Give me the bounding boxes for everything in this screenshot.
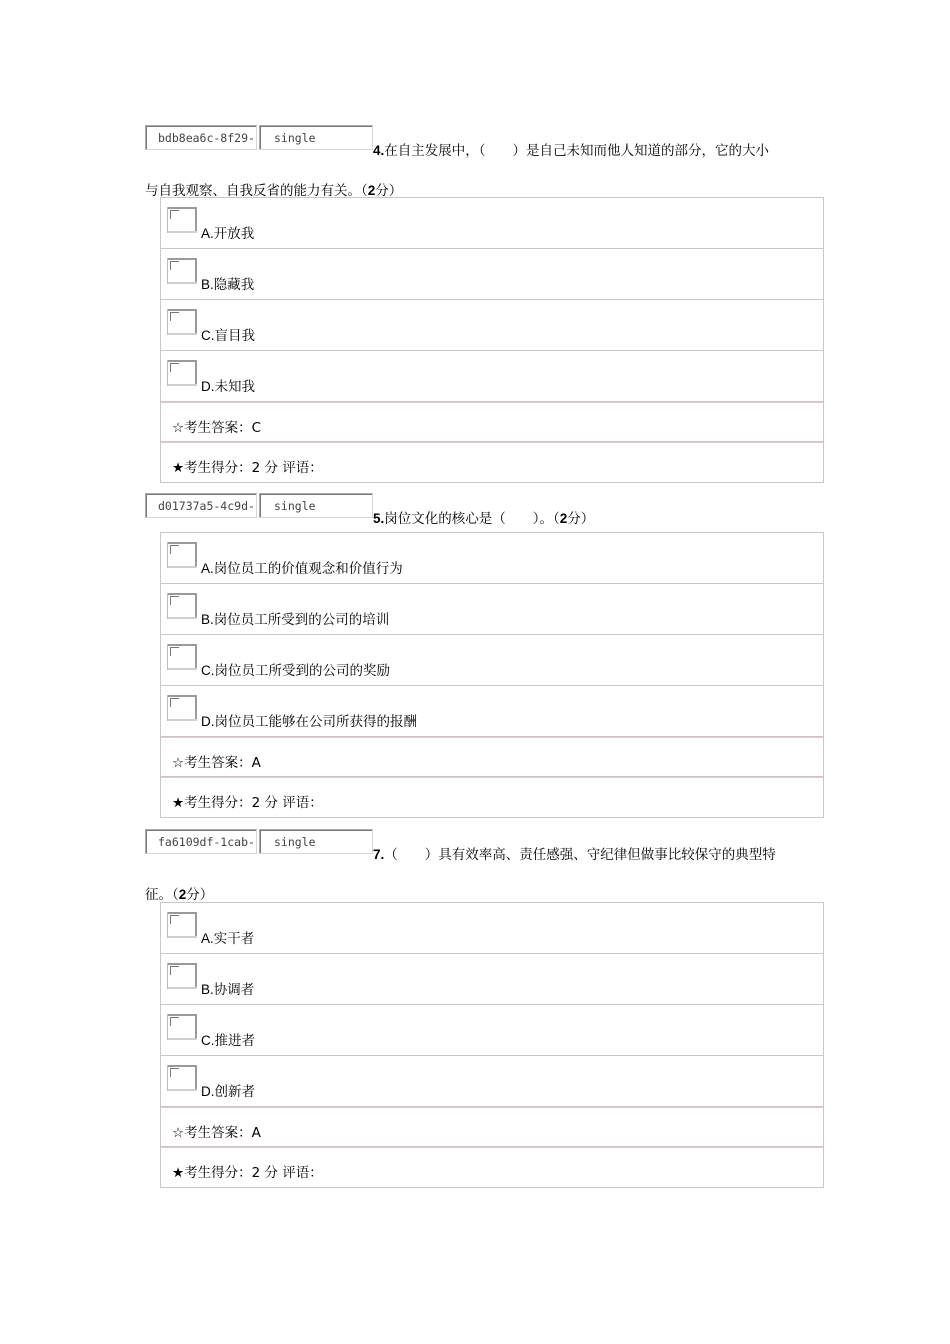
student-score-row bbox=[161, 777, 823, 817]
question-points-suffix: 分） bbox=[567, 511, 595, 527]
radio-input[interactable] bbox=[167, 309, 197, 335]
option-label bbox=[201, 222, 254, 242]
option-row[interactable] bbox=[161, 249, 823, 300]
option-label bbox=[201, 375, 255, 395]
option-key: B. bbox=[201, 612, 214, 627]
question-points: 2 bbox=[367, 183, 376, 198]
question-points: 2 bbox=[178, 887, 187, 902]
option-key: D. bbox=[201, 714, 215, 729]
option-key: C. bbox=[201, 1033, 215, 1048]
radio-input[interactable] bbox=[167, 360, 197, 386]
question-stem bbox=[373, 846, 776, 864]
question-type-field[interactable]: single bbox=[259, 125, 373, 150]
student-score-row bbox=[161, 1147, 823, 1187]
option-row[interactable] bbox=[161, 351, 823, 402]
option-row[interactable] bbox=[161, 300, 823, 351]
option-key: A. bbox=[201, 931, 214, 946]
option-label bbox=[201, 659, 390, 679]
option-key: A. bbox=[201, 226, 214, 241]
radio-input[interactable] bbox=[167, 593, 197, 619]
student-answer: ☆考生答案：C bbox=[172, 420, 262, 436]
option-row[interactable] bbox=[161, 198, 823, 249]
option-key: B. bbox=[201, 277, 214, 292]
radio-input[interactable] bbox=[167, 912, 197, 938]
option-text: 岗位员工能够在公司所获得的报酬 bbox=[214, 714, 417, 730]
options-table bbox=[160, 197, 824, 483]
option-key: C. bbox=[201, 663, 215, 678]
option-text: 未知我 bbox=[214, 379, 255, 395]
option-label bbox=[201, 608, 389, 628]
question-points-suffix: 分） bbox=[375, 183, 403, 199]
radio-input[interactable] bbox=[167, 695, 197, 721]
radio-input[interactable] bbox=[167, 1065, 197, 1091]
option-label bbox=[201, 1080, 255, 1100]
option-row[interactable] bbox=[161, 903, 823, 954]
option-key: B. bbox=[201, 982, 214, 997]
student-answer: ☆考生答案：A bbox=[172, 755, 261, 771]
option-label bbox=[201, 710, 417, 730]
option-key: A. bbox=[201, 561, 214, 576]
question-id-field[interactable]: bdb8ea6c-8f29- bbox=[145, 125, 257, 150]
question-type-field[interactable]: single bbox=[259, 829, 373, 854]
question-id-field[interactable]: d01737a5-4c9d- bbox=[145, 493, 257, 518]
option-row[interactable] bbox=[161, 533, 823, 584]
option-key: D. bbox=[201, 1084, 215, 1099]
question-id-field[interactable]: fa6109df-1cab- bbox=[145, 829, 257, 854]
question-text: 在自主发展中，（ ）是自己未知而他人知道的部分，它的大小 bbox=[384, 143, 770, 159]
option-text: 协调者 bbox=[213, 982, 255, 998]
student-answer: ☆考生答案：A bbox=[172, 1125, 261, 1141]
question-stem bbox=[373, 510, 594, 528]
option-row[interactable] bbox=[161, 1056, 823, 1107]
radio-input[interactable] bbox=[167, 207, 197, 233]
question-text-cont: 征。（ bbox=[145, 887, 179, 903]
question-stem bbox=[373, 142, 769, 160]
option-label bbox=[201, 927, 254, 947]
radio-input[interactable] bbox=[167, 542, 197, 568]
student-answer-row bbox=[161, 737, 823, 777]
option-text: 开放我 bbox=[213, 226, 255, 242]
question-number: 7. bbox=[373, 847, 385, 862]
option-label bbox=[201, 1029, 255, 1049]
radio-input[interactable] bbox=[167, 963, 197, 989]
option-label bbox=[201, 557, 403, 577]
student-score-row bbox=[161, 442, 823, 482]
student-answer-row bbox=[161, 402, 823, 442]
option-text: 实干者 bbox=[213, 931, 255, 947]
option-key: D. bbox=[201, 379, 215, 394]
option-row[interactable] bbox=[161, 1005, 823, 1056]
student-answer-row bbox=[161, 1107, 823, 1147]
option-key: C. bbox=[201, 328, 215, 343]
option-label bbox=[201, 324, 255, 344]
question-points: 2 bbox=[559, 511, 568, 526]
option-row[interactable] bbox=[161, 954, 823, 1005]
question-number: 5. bbox=[373, 511, 385, 526]
option-label bbox=[201, 978, 254, 998]
option-label bbox=[201, 273, 254, 293]
question-points-suffix: 分） bbox=[186, 887, 214, 903]
options-table bbox=[160, 532, 824, 818]
option-text: 岗位员工所受到的公司的奖励 bbox=[214, 663, 390, 679]
student-score: ★考生得分：2 分 评语： bbox=[172, 795, 323, 811]
option-row[interactable] bbox=[161, 686, 823, 737]
option-text: 岗位员工所受到的公司的培训 bbox=[213, 612, 390, 628]
option-row[interactable] bbox=[161, 584, 823, 635]
option-text: 盲目我 bbox=[214, 328, 255, 344]
radio-input[interactable] bbox=[167, 1014, 197, 1040]
question-text: 岗位文化的核心是（ ）。（ bbox=[384, 511, 560, 527]
option-row[interactable] bbox=[161, 635, 823, 686]
radio-input[interactable] bbox=[167, 644, 197, 670]
question-type-field[interactable]: single bbox=[259, 493, 373, 518]
question-text-cont: 与自我观察、自我反省的能力有关。（ bbox=[145, 183, 368, 199]
question-number: 4. bbox=[373, 143, 385, 158]
student-score: ★考生得分：2 分 评语： bbox=[172, 460, 323, 476]
options-table bbox=[160, 902, 824, 1188]
question-text: （ ）具有效率高、责任感强、守纪律但做事比较保守的典型特 bbox=[384, 847, 776, 863]
student-score: ★考生得分：2 分 评语： bbox=[172, 1165, 323, 1181]
option-text: 推进者 bbox=[214, 1033, 255, 1049]
radio-input[interactable] bbox=[167, 258, 197, 284]
option-text: 岗位员工的价值观念和价值行为 bbox=[213, 561, 403, 577]
option-text: 创新者 bbox=[214, 1084, 255, 1100]
option-text: 隐藏我 bbox=[213, 277, 255, 293]
